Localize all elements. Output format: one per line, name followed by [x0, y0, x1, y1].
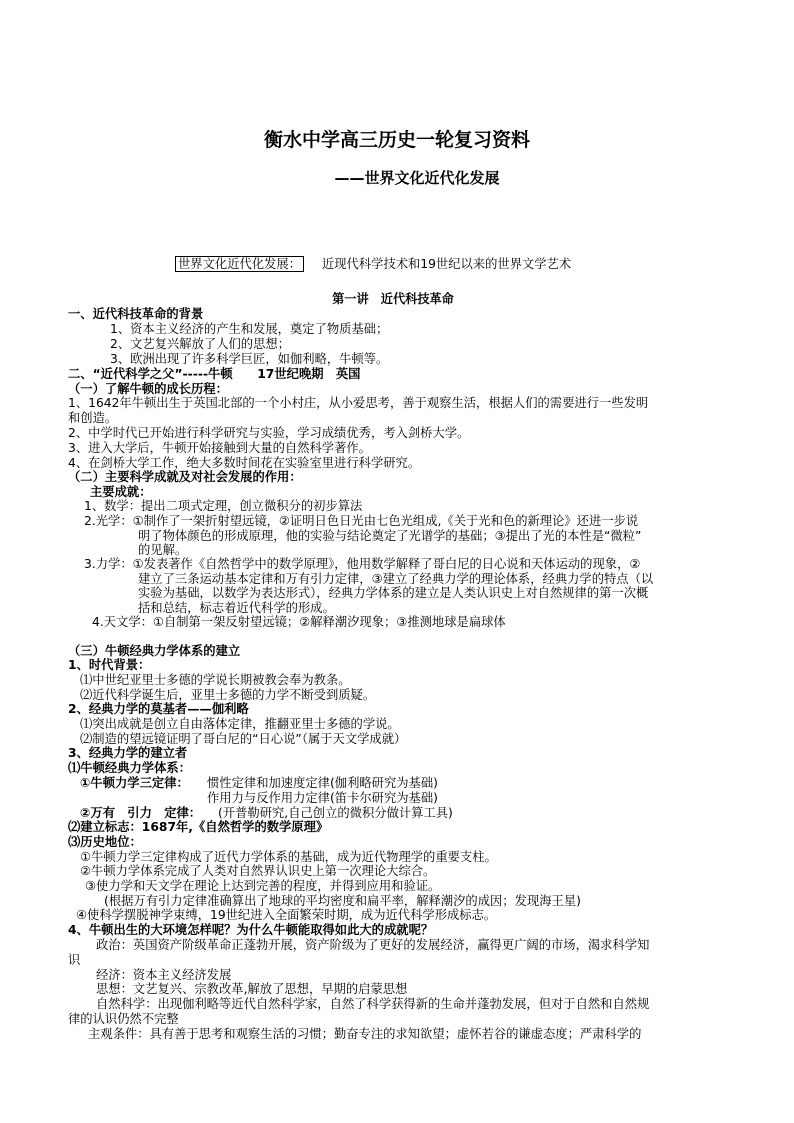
text-line: 律的认识仍然不完整 — [68, 1012, 179, 1026]
text-line: ②万有 引力 定律： — [80, 806, 202, 820]
text-line: 2.光学：①制作了一架折射望远镜，②证明日色日光由七色光组成,《关于光和色的新理论》还进一步说 — [84, 514, 639, 528]
text-line: 思想：文艺复兴、宗教改革,解放了思想，早期的启蒙思想 — [96, 982, 408, 996]
list-item: 3、欧洲出现了许多科学巨匠，如伽利略，牛顿等。 — [110, 352, 389, 366]
subsection-heading: 2、经典力学的莫基者——伽利略 — [68, 702, 249, 716]
subsection-heading: 4、牛顿出生的大环境怎样呢？为什么牛顿能取得如此大的成就呢？ — [68, 923, 434, 937]
text-line: (开普勒研究,自己创立的微积分做计算工具) — [218, 806, 453, 820]
text-line: 2、中学时代已开始进行科学研究与实验，学习成绩优秀，考入剑桥大学。 — [68, 426, 470, 440]
topic-heading — [175, 257, 571, 272]
text-line: 建立了三条运动基本定律和万有引力定律，③建立了经典力学的理论体系，经典力学的特点（以 — [138, 572, 654, 586]
topic-text: 近现代科学技术和19世纪以来的世界文学艺术 — [321, 257, 572, 271]
text-line: 识 — [68, 953, 81, 967]
text-line: ⑴牛顿经典力学体系： — [68, 761, 191, 775]
text-line: ④使科学摆脱神学束缚，19世纪进入全面繁荣时期，成为近代科学形成标志。 — [76, 908, 497, 922]
text-line: ①牛顿力学三定律构成了近代力学体系的基础，成为近代物理学的重要支柱。 — [80, 850, 497, 864]
list-item: 2、文艺复兴解放了人们的思想； — [110, 337, 290, 351]
text-line: ③使力学和天文学在理论上达到完善的程度，并得到应用和验证。 — [85, 879, 441, 893]
text-line: ⑴中世纪亚里士多德的学说长期被教会奉为教条。 — [80, 673, 351, 687]
text-line: ⑵制造的望远镜证明了哥白尼的“日心说”（属于天文学成就） — [80, 732, 407, 746]
text-line: 作用力与反作用力定律(笛卡尔研究为基础) — [207, 791, 438, 805]
text-line: 实验为基础，以数学为表达形式），经典力学体系的建立是人类认识史上对自然规律的第一次概 — [138, 586, 649, 600]
document-title: 衡水中学高三历史一轮复习资料 — [263, 129, 530, 151]
topic-label: 世界文化近代化发展： — [175, 256, 304, 272]
text-line: ⑵近代科学诞生后，亚里士多德的力学不断受到质疑。 — [80, 688, 376, 702]
section-heading: 二、“近代科学之父”-----牛顿 17世纪晚期 英国 — [68, 367, 361, 381]
text-line: 主观条件：具有善于思考和观察生活的习惯；勤奋专注的求知欲望；虚怀若谷的谦虚态度；严肃科学的 — [88, 1027, 642, 1041]
text-line: 主要成就： — [90, 485, 152, 499]
text-line: 3.力学：①发表著作《自然哲学中的数学原理》，他用数学解释了哥白尼的日心说和天体运动的现象，② — [84, 557, 641, 571]
text-line: ①牛顿力学三定律： — [80, 776, 189, 790]
text-line: 1、数学：提出二项式定理，创立微积分的初步算法 — [84, 499, 363, 513]
subsection-heading: （三）牛顿经典力学体系的建立 — [68, 644, 241, 658]
document-subtitle: ——世界文化近代化发展 — [334, 169, 500, 187]
text-line: ⑴突出成就是创立自由落体定律，推翻亚里士多德的学说。 — [80, 717, 400, 731]
subsection-heading: （一）了解牛顿的成长历程： — [68, 382, 228, 396]
text-line: 政治：英国资产阶级革命正蓬勃开展，资产阶级为了更好的发展经济，赢得更广阔的市场，渴求科学知 — [96, 938, 650, 952]
list-item: 1、资本主义经济的产生和发展，奠定了物质基础； — [110, 322, 389, 336]
text-line: 4、在剑桥大学工作，绝大多数时间花在实验室里进行科学研究。 — [68, 456, 421, 470]
subsection-heading: 1、时代背景： — [68, 658, 151, 672]
text-line: 3、进入大学后，牛顿开始接触到大量的自然科学著作。 — [68, 441, 371, 455]
text-line: 明了物体颜色的形成原理，他的实验与结论奠定了光谱学的基础；③提出了光的本性是“微粒” — [138, 529, 642, 543]
text-line: 1、1642年牛顿出生于英国北部的一个小村庄，从小爱思考，善于观察生活，根据人们的需要进行一些发明 — [68, 396, 649, 410]
text-line: 经济：资本主义经济发展 — [96, 968, 232, 982]
text-line: 4.天文学：①自制第一架反射望远镜；②解释潮汐现象；③推测地球是扁球体 — [92, 615, 506, 629]
text-line: 括和总结，标志着近代科学的形成。 — [138, 601, 335, 615]
text-line: ⑵建立标志：1687年,《自然哲学的数学原理》 — [68, 820, 329, 834]
lecture-title: 第一讲 近代科技革命 — [332, 292, 454, 306]
text-line: 和创造。 — [68, 411, 118, 425]
text-line: ⑶历史地位： — [68, 835, 142, 849]
section-heading: 一、近代科技革命的背景 — [68, 307, 204, 321]
text-line: (根据万有引力定律准确算出了地球的平均密度和扁平率，解释潮汐的成因；发现海王星) — [104, 894, 581, 908]
text-line: 的见解。 — [138, 543, 188, 557]
text-line: ②牛顿力学体系完成了人类对自然界认识史上第一次理论大综合。 — [80, 864, 436, 878]
subsection-heading: （二）主要科学成就及对社会发展的作用： — [68, 470, 302, 484]
subsection-heading: 3、经典力学的建立者 — [68, 746, 188, 760]
text-line: 惯性定律和加速度定律(伽利略研究为基础) — [207, 776, 438, 790]
text-line: 自然科学：出现伽利略等近代自然科学家，自然了科学获得新的生命并蓬勃发展，但对于自然和自然规 — [96, 997, 650, 1011]
